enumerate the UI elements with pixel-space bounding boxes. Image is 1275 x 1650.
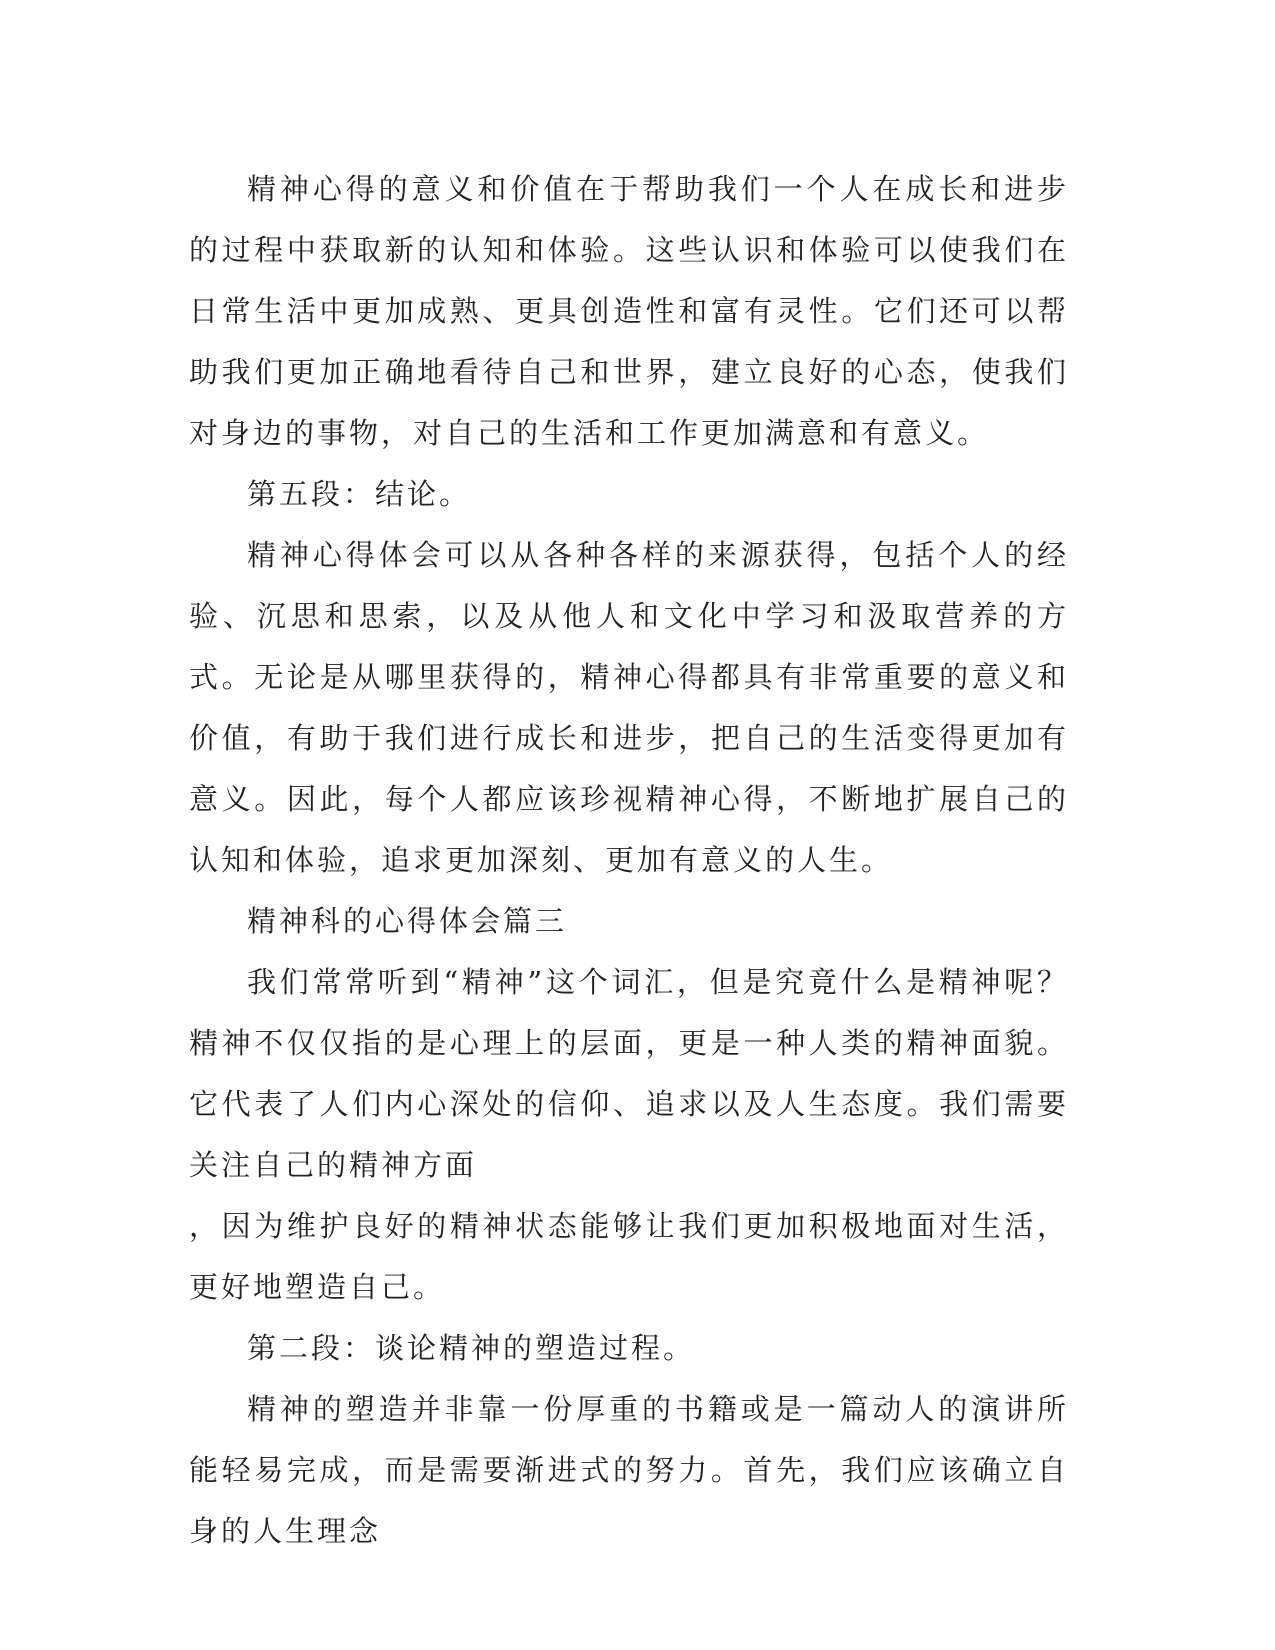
- section-heading-shaping-process: 第二段：谈论精神的塑造过程。: [247, 1331, 696, 1365]
- document-body: [189, 159, 1069, 1562]
- paragraph-conclusion: 精神心得体会可以从各种各样的来源获得，包括个人的经验、沉思和思索，以及从他人和文化中学习和汲取营养的方式。无论是从哪里获得的，精神心得都具有非常重要的意义和价值，有助于我们进行成长和进步，把自己的生活变得更加有意义。因此，每个人都应该珍视精神心得，不断地扩展自己的认知和体验，追求更加深刻、更加有意义的人生。: [189, 538, 1069, 877]
- section-title-part-three: 精神科的心得体会篇三: [247, 904, 568, 938]
- section-heading-conclusion: 第五段：结论。: [247, 477, 472, 511]
- paragraph-what-is-spirit-continued: ，因为维护良好的精神状态能够让我们更加积极地面对生活，更好地塑造自己。: [189, 1209, 1069, 1304]
- paragraph-meaning-value: 精神心得的意义和价值在于帮助我们一个人在成长和进步的过程中获取新的认知和体验。这些认识和体验可以使我们在日常生活中更加成熟、更具创造性和富有灵性。它们还可以帮助我们更加正确地看待自己和世界，建立良好的心态，使我们对身边的事物，对自己的生活和工作更加满意和有意义。: [189, 172, 1069, 450]
- paragraph-shaping-process: 精神的塑造并非靠一份厚重的书籍或是一篇动人的演讲所能轻易完成，而是需要渐进式的努力。首先，我们应该确立自身的人生理念: [189, 1392, 1069, 1548]
- paragraph-what-is-spirit: 我们常常听到“精神”这个词汇，但是究竟什么是精神呢？精神不仅仅指的是心理上的层面，更是一种人类的精神面貌。它代表了人们内心深处的信仰、追求以及人生态度。我们需要关注自己的精神方面: [189, 965, 1069, 1182]
